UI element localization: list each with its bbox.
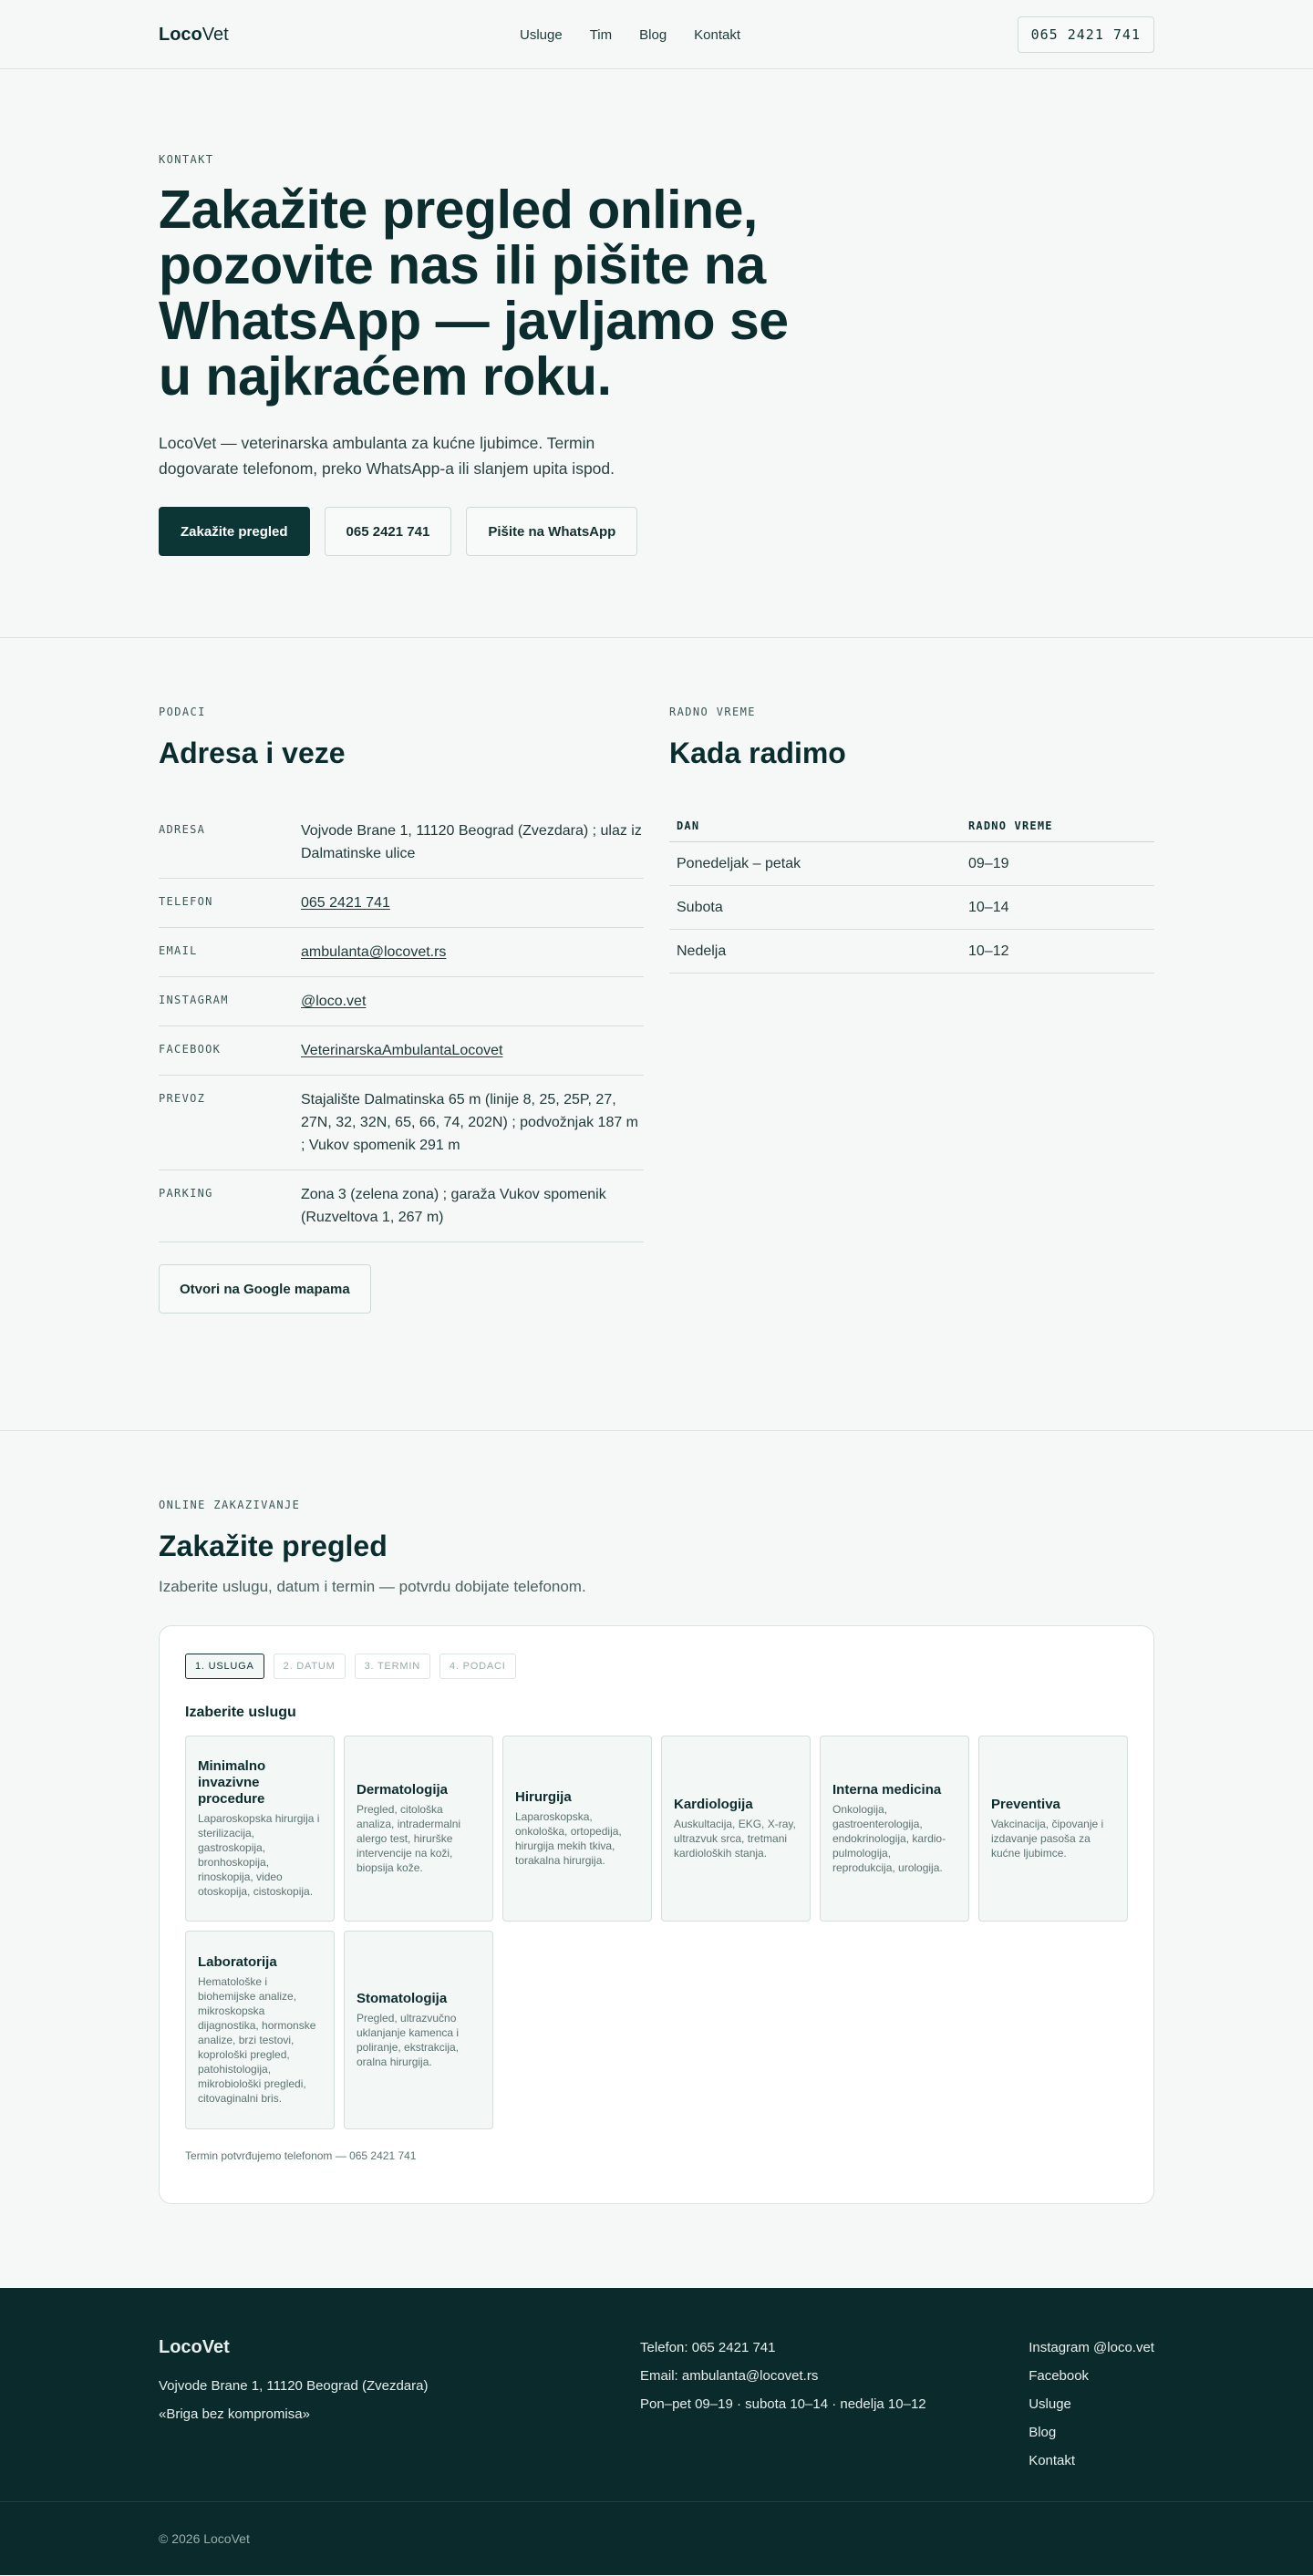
service-name: Dermatologija [357, 1782, 449, 1798]
hours-col-day: DAN [669, 810, 961, 842]
hours-table [669, 810, 1154, 974]
whatsapp-button[interactable]: Pišite na WhatsApp [466, 507, 637, 556]
service-card-dermatology[interactable] [344, 1736, 493, 1922]
service-card-dentistry[interactable] [344, 1931, 493, 2129]
contact-row-address [159, 807, 644, 879]
logo-bold: Loco [159, 24, 202, 45]
parking-value: Zona 3 (zelena zona) ; garaža Vukov spomenik (Ruzveltova 1, 267 m) [301, 1187, 606, 1225]
service-desc: Pregled, citološka analiza, intradermalni alergo test, hirurške intervencije na koži, biopsija kože. [357, 1803, 461, 1874]
service-card-prevention[interactable] [978, 1736, 1128, 1922]
service-name: Kardiologija [674, 1797, 753, 1812]
footer-motto: «Briga bez kompromisa» [159, 2406, 310, 2422]
nav-tim[interactable]: Tim [589, 26, 613, 43]
table-row [669, 842, 1154, 886]
footer-hours: Pon–pet 09–19 · subota 10–14 · nedelja 10–12 [640, 2396, 926, 2412]
booking-subtitle: Izaberite uslugu, datum i termin — potvrdu dobijate telefonom. [159, 1578, 586, 1595]
footer-email[interactable]: Email: ambulanta@locovet.rs [640, 2368, 819, 2384]
instagram-label: INSTAGRAM [159, 994, 229, 1006]
address-value: Vojvode Brane 1, 11120 Beograd (Zvezdara) ; ulaz iz Dalmatinske ulice [301, 823, 642, 861]
nav-usluge[interactable]: Usluge [520, 26, 563, 43]
contact-eyebrow: PODACI [159, 706, 206, 718]
booking-steps [185, 1654, 1128, 1679]
footer-link-facebook[interactable]: Facebook [1029, 2368, 1090, 2384]
footer-brand [159, 2334, 428, 2475]
booking-section [0, 1431, 1313, 2288]
hours-eyebrow: RADNO VREME [669, 706, 756, 718]
contact-row-phone [159, 879, 644, 928]
facebook-label: FACEBOOK [159, 1043, 222, 1056]
service-name: Hirurgija [515, 1789, 572, 1805]
site-header [0, 0, 1313, 69]
google-maps-button[interactable]: Otvori na Google mapama [159, 1264, 371, 1314]
book-button[interactable]: Zakažite pregled [159, 507, 310, 556]
footer-address: Vojvode Brane 1, 11120 Beograd (Zvezdara) [159, 2378, 429, 2394]
facebook-link[interactable]: VeterinarskaAmbulantaLocovet [301, 1043, 503, 1058]
footer-contact [640, 2334, 926, 2475]
service-name: Stomatologija [357, 1991, 448, 2006]
hours-day: Subota [669, 886, 961, 930]
table-row [669, 886, 1154, 930]
service-desc: Laparoskopska hirurgija i sterilizacija, gastroskopija, bronhoskopija, rinoskopija, video otoskopija, cistoskopija. [198, 1812, 320, 1898]
hours-time: 10–14 [961, 886, 1154, 930]
hero-eyebrow: KONTAKT [159, 153, 214, 166]
service-card-laboratory[interactable] [185, 1931, 335, 2129]
phone-link[interactable]: 065 2421 741 [301, 895, 390, 911]
hours-header-row [669, 810, 1154, 842]
contact-column [159, 706, 644, 1314]
service-desc: Hematološke i biohemijske analize, mikroskopska dijagnostika, hormonske analize, brzi testovi, koprološki pregled, patohistologija, mikrobiološki pregledi, citovaginalni bris. [198, 1975, 316, 2105]
email-link[interactable]: ambulanta@locovet.rs [301, 944, 447, 960]
nav-blog[interactable]: Blog [639, 26, 667, 43]
contact-row-email [159, 928, 644, 977]
header-phone-button[interactable]: 065 2421 741 [1018, 16, 1154, 53]
footer-link-instagram[interactable]: Instagram @loco.vet [1029, 2340, 1154, 2355]
call-button[interactable]: 065 2421 741 [325, 507, 452, 556]
service-desc: Laparoskopska, onkološka, ortopedija, hirurgija mekih tkiva, torakalna hirurgija. [515, 1810, 622, 1867]
transport-value: Stajalište Dalmatinska 65 m (linije 8, 25, 25P, 27, 27N, 32, 32N, 65, 66, 74, 202N) ; podvožnjak 187 m ; Vukov spomenik 291 m [301, 1092, 639, 1153]
service-card-surgery[interactable] [502, 1736, 652, 1922]
phone-label: TELEFON [159, 895, 213, 908]
hero-title: Zakažite pregled online, pozovite nas ili pišite na WhatsApp — javljamo se u najkraćem roku. [159, 180, 789, 407]
booking-title: Zakažite pregled [159, 1530, 388, 1562]
contact-row-parking [159, 1170, 644, 1242]
contact-rows [159, 807, 644, 1242]
hours-col-time: RADNO VREME [961, 810, 1154, 842]
address-label: ADRESA [159, 823, 206, 836]
booking-eyebrow: ONLINE ZAKAZIVANJE [159, 1499, 301, 1511]
footer-link-blog[interactable]: Blog [1029, 2425, 1057, 2440]
service-desc: Onkologija, gastroenterologija, endokrinologija, kardio-pulmologija, reprodukcija, urologija. [832, 1803, 946, 1874]
footer-copyright: © 2026 LocoVet [159, 2531, 250, 2546]
hours-day: Nedelja [669, 930, 961, 974]
contact-row-facebook [159, 1026, 644, 1076]
service-card-internal-medicine[interactable] [820, 1736, 969, 1922]
hours-day: Ponedeljak – petak [669, 842, 961, 886]
transport-label: PREVOZ [159, 1092, 206, 1105]
hours-time: 09–19 [961, 842, 1154, 886]
booking-card [159, 1625, 1154, 2204]
logo[interactable] [159, 25, 229, 46]
service-name: Preventiva [991, 1797, 1060, 1812]
service-desc: Vakcinacija, čipovanje i izdavanje pasoša za kućne ljubimce. [991, 1818, 1104, 1860]
email-label: EMAIL [159, 944, 198, 957]
logo-rest: Vet [202, 24, 229, 45]
footer-phone[interactable]: Telefon: 065 2421 741 [640, 2340, 776, 2355]
instagram-link[interactable]: @loco.vet [301, 994, 367, 1009]
hero-section [0, 69, 1313, 638]
contact-row-transport [159, 1076, 644, 1170]
main-nav [520, 0, 740, 69]
footer-logo[interactable]: LocoVet [159, 2337, 230, 2357]
site-footer [0, 2288, 1313, 2575]
hero-buttons [159, 507, 1154, 556]
hours-title: Kada radimo [669, 737, 846, 769]
footer-link-kontakt[interactable]: Kontakt [1029, 2453, 1076, 2468]
step-details[interactable]: 4. PODACI [439, 1654, 516, 1679]
hero-lead: LocoVet — veterinarska ambulanta za kućne ljubimce. Termin dogovarate telefonom, preko WhatsApp-a ili slanjem upita ispod. [159, 434, 615, 478]
contact-row-instagram [159, 977, 644, 1026]
service-name: Laboratorija [198, 1954, 277, 1970]
footer-links [1029, 2334, 1154, 2475]
service-desc: Pregled, ultrazvučno uklanjanje kamenca i poliranje, ekstrakcija, oralna hirurgija. [357, 2012, 460, 2068]
choose-service-title: Izaberite uslugu [185, 1705, 296, 1720]
confirm-note: Termin potvrđujemo telefonom — 065 2421 741 [185, 2149, 417, 2162]
step-service[interactable]: 1. USLUGA [185, 1654, 264, 1679]
hours-column [669, 706, 1154, 1314]
nav-kontakt[interactable]: Kontakt [694, 26, 741, 43]
info-section [0, 638, 1313, 1431]
hours-time: 10–12 [961, 930, 1154, 974]
table-row [669, 930, 1154, 974]
footer-link-usluge[interactable]: Usluge [1029, 2396, 1071, 2412]
service-name: Minimalno invazivne procedure [198, 1758, 266, 1807]
service-grid [185, 1736, 1128, 2129]
service-card-cardiology[interactable] [661, 1736, 811, 1922]
parking-label: PARKING [159, 1187, 213, 1200]
step-date[interactable]: 2. DATUM [274, 1654, 346, 1679]
service-card-mip[interactable] [185, 1736, 335, 1922]
contact-title: Adresa i veze [159, 737, 346, 769]
service-name: Interna medicina [832, 1782, 942, 1798]
step-time[interactable]: 3. TERMIN [355, 1654, 430, 1679]
service-desc: Auskultacija, EKG, X-ray, ultrazvuk srca, tretmani kardioloških stanja. [674, 1818, 796, 1860]
